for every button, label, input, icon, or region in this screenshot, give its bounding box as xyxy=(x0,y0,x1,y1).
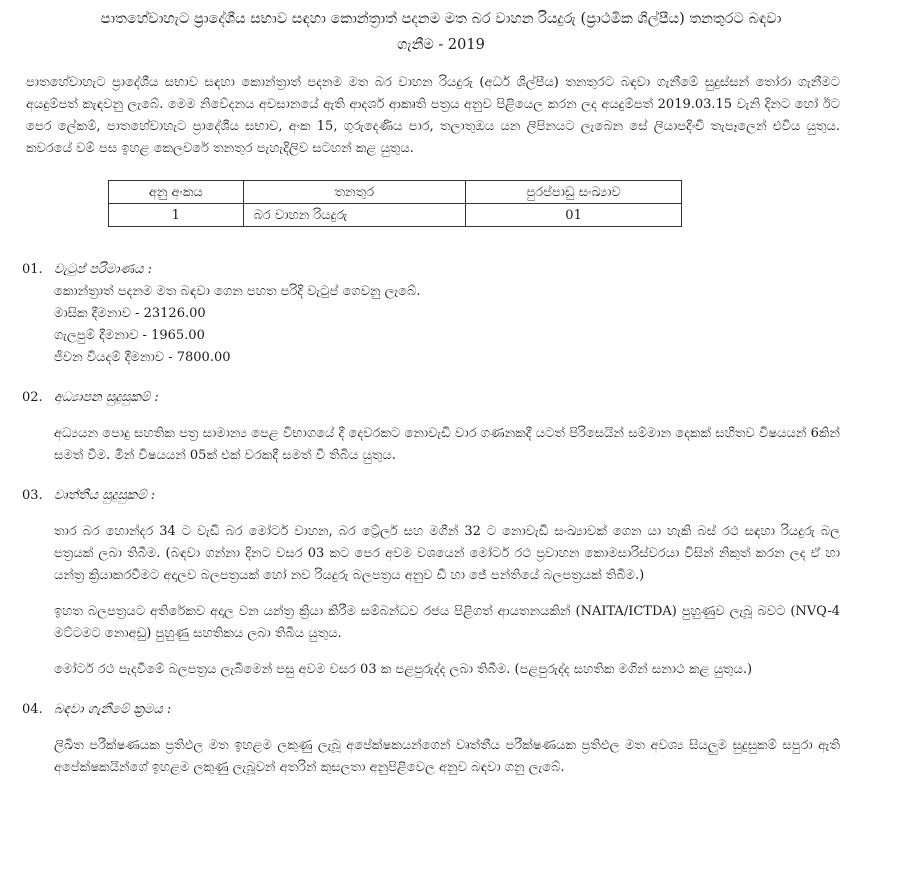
section-heading: බඳවා ගැනීමේ ක්‍රමය : xyxy=(54,702,172,717)
table-row xyxy=(109,204,682,227)
section-professional xyxy=(22,485,840,681)
salary-cost-of-living: ජීවන වියදම් දීමනාව - 7800.00 xyxy=(54,350,231,365)
section-body xyxy=(54,423,840,467)
vacancy-table xyxy=(108,180,682,227)
section-heading: වෘත්තීය සුදුසුකම් : xyxy=(54,488,156,503)
section-number: 02. xyxy=(22,390,43,405)
section-number: 01. xyxy=(22,262,43,277)
professional-paragraph-1: තාර බර හොන්දර 34 ට වැඩි බර මෝටර් වාහන, බර ට්‍රේලර් සහ මගීන් 32 ට නොවැඩි සංඛ්‍යාවක් ගෙන යා හැකි බස් රථ සඳහා රියදුරු බල පත්‍රයක් ලබා තිබීම. (බඳවා ගන්නා දිනට වසර 03 කට පෙර අවම වශයෙන් මෝටර් රථ ප්‍රවාහන කොමසාරිස්වරයා විසින් නිකුත් කරන ලද ඒ හා යන්ත්‍ර ක්‍රියාකරවීමට අදාලව බලපත්‍රයක් හෝ නව රියදුරු බලපත්‍රය අනුව ඩී හා ජේ පන්තියේ බලපත්‍රයක් තිබීම.) xyxy=(54,524,840,583)
professional-paragraph-2: ඉහත බලපත්‍රයට අතිරේකව අදාල වන යන්ත්‍ර ක්‍රියා කිරීම සම්බන්ධව රජය පිළිගත් ආයතනයකින් (NAITA/ICTDA) පුහුණුව ලැබූ බවට (NVQ-4 මට්ටමට නොඅඩු) පුහුණු සහතිකය ලබා තිබිය යුතුය. xyxy=(54,604,840,641)
recruitment-text: ලිඛිත පරීක්ෂණයක ප්‍රතිඵල මත ඉහළම ලකුණු ලැබූ අපේක්ෂකයන්ගෙන් වෘත්තීය පරීක්ෂණයක ප්‍රතිඵල මත අවශ්‍ය සියලුම සුදුසුකම් සපුරා ඇති අපේක්ෂකයින්ගේ ඉහළම ලකුණු ලැබූවන් අතරින් කුසලතා අනුපිළිවෙල අනුව බඳවා ගනු ලැබේ. xyxy=(54,738,840,775)
cell-post: බර වාහන රියදුරු xyxy=(243,204,466,227)
section-number: 03. xyxy=(22,488,43,503)
cell-serial-no: 1 xyxy=(109,204,244,227)
title-line-2: ගැනීම - 2019 xyxy=(397,37,485,53)
section-body xyxy=(54,735,840,779)
intro-paragraph: පාතහේවාහැට ප්‍රාදේශීය සභාව සඳහා කොන්ත්‍රාත් පදනම මත බර වාහන රියදුරු (අර්ධ ශිල්පීය) තනතුරට බඳවා ගැනීමේ සුදුස්සන් තෝරා ගැනීමට අයදුම්පත් කැඳවනු ලැබේ. මෙම නිවේදනය අවසානයේ ඇති ආදර්ශ ආකෘති පත්‍රය අනුව පිළියෙල කරන ලද අයදුම්පත් 2019.03.15 වැනි දිනට හෝ ඊට පෙර ලේකම්, පාතහේවාහැට ප්‍රාදේශීය සභාව, අංක 15, ගුරුදෙණිය පාර, තලාතුඔය යන ලිපිනයට ලැබෙන සේ ලියාපදිංචි තැපෑලෙන් එවිය යුතුය. කවරයේ වම් පස ඉහළ කෙලවරේ තනතුර පැහැදිලිව සටහන් කළ යුතුය. xyxy=(26,75,840,156)
section-body xyxy=(54,521,840,681)
table-header-row xyxy=(109,181,682,204)
cell-vacancies: 01 xyxy=(466,204,682,227)
notice-title xyxy=(22,0,840,58)
salary-monthly: මාසික දීමනාව - 23126.00 xyxy=(54,306,206,321)
section-body xyxy=(54,281,840,369)
section-heading: අධ්‍යාපන සුදුසුකම් : xyxy=(54,390,159,405)
salary-lead: කොන්ත්‍රාත් පදනම මත බඳවා ගෙන පහත පරිදි වැටුප් ගෙවනු ලැබේ. xyxy=(54,284,421,299)
section-recruitment-method xyxy=(22,699,840,779)
section-heading: වැටුප් පරිමාණය : xyxy=(54,262,152,277)
education-text: අධ්‍යයන පොදු සහතික පත්‍ර සාමාන්‍ය පෙළ විභාගයේ දී දෙවරකට නොවැඩි වාර ගණනකදී යටත් පිරිසෙයින් සම්මාන දෙකක් සහිතව විෂයයන් 6කින් සමත් වීම. මින් විෂයයන් 05ක් එක් වරකදී සමත් වී තිබිය යුතුය. xyxy=(54,426,840,463)
section-education xyxy=(22,387,840,467)
professional-paragraph-3: මෝටර් රථ පැදවීමේ බලපත්‍රය ලැබීමෙන් පසු අවම වසර 03 ක පළපුරුද්ද ලබා තිබීම. (පළපුරුද්ද සහතික මගින් සනාථ කළ යුතුය.) xyxy=(54,662,753,677)
header-post: තනතුර xyxy=(243,181,466,204)
section-number: 04. xyxy=(22,702,43,717)
header-serial-no: අනු අංකය xyxy=(109,181,244,204)
header-vacancies: පුරප්පාඩු සංඛ්‍යාව xyxy=(466,181,682,204)
salary-adjustment: ගැලපුම් දීමනාව - 1965.00 xyxy=(54,328,205,343)
section-salary xyxy=(22,259,840,369)
title-line-1: පාතහේවාහැට ප්‍රාදේශීය සභාව සඳහා කොන්ත්‍රාත් පදනම මත බර වාහන රියදුරු (ප්‍රාථමික ශිල්පීය) තනතුරට බඳවා xyxy=(100,11,782,27)
